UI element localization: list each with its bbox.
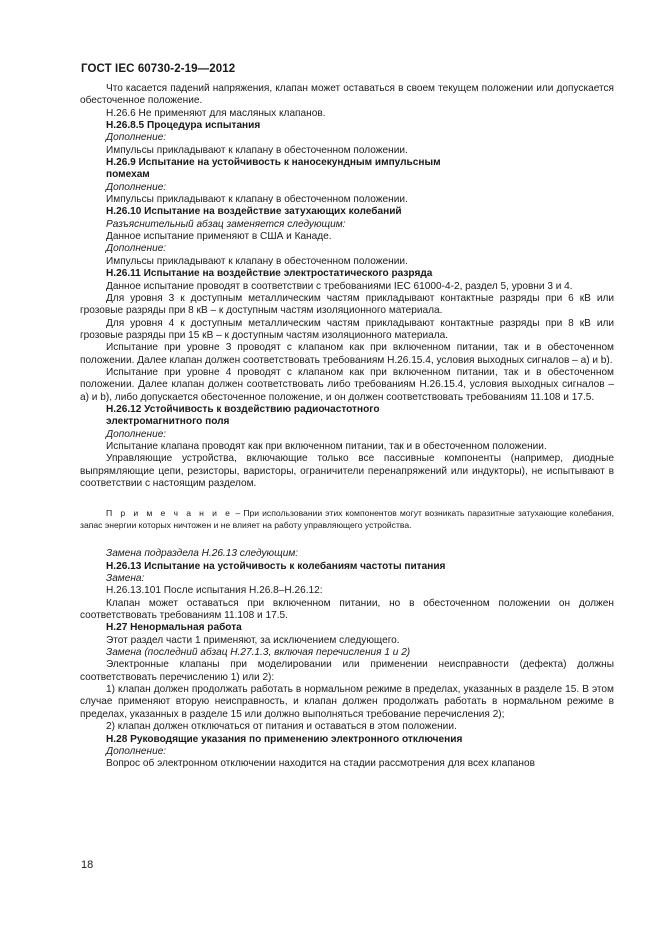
paragraph: Для уровня 4 к доступным металлическим частям прикладывают контактные разряды при 8 кВ или грозовые разряды при 15 кВ – к доступным частям изоляционного материала. (80, 317, 614, 341)
paragraph: электромагнитного поля (106, 416, 230, 428)
paragraph: Замена: (106, 573, 145, 585)
paragraph: Клапан может оставаться при включенном питании, но в обесточенном положении он должен соответствовать требованиям 11.108 и 17.5. (80, 597, 614, 622)
paragraph: Дополнение: (106, 181, 167, 193)
section-h26-bottom (80, 548, 614, 770)
note-label: П р и м е ч а н и е (106, 508, 233, 519)
paragraph: помехам (106, 169, 150, 181)
paragraph: Этот раздел части 1 применяют, за исключением следующего. (106, 634, 400, 646)
paragraph: Испытание клапана проводят как при включенном питании, так и в обесточенном положении. (106, 440, 547, 452)
paragraph: Н.26.13.101 После испытания Н.26.8–Н.26.12: (106, 585, 323, 597)
paragraph: Испытание при уровне 4 проводят с клапаном как при включенном питании, так и в обесточенном положении. Далее клапан должен соответствовать либо требованиям Н.26.15.4, условия выходных сигналов – а) и b), либо допускается обесточенное положение, и он должен соответствовать требованиям 11.108 и 17.5. (80, 366, 614, 403)
paragraph: Дополнение: (106, 243, 167, 255)
section-h26-top (80, 83, 614, 490)
paragraph: Импульсы прикладывают к клапану в обесточенном положении. (106, 194, 408, 206)
paragraph: Дополнение: (106, 132, 167, 144)
paragraph: Испытание при уровне 3 проводят с клапаном как при включенном питании, так и в обесточенном положении. Далее клапан должен соответствовать требованиям Н.26.15.4, условия выходных сигналов – а) и b). (80, 342, 614, 366)
paragraph: Н.28 Руководящие указания по применению электронного отключения (106, 733, 463, 745)
paragraph: Управляющие устройства, включающие только все пассивные компоненты (например, диодные выпрямляющие цепи, резисторы, варисторы, ограничители перенапряжений или индукторы), не испытывают в соответствии с настоящим разделом. (80, 453, 614, 489)
document-header: ГОСТ IEC 60730-2-19—2012 (81, 63, 236, 75)
note-text: – При использовании этих компонентов могут возникать паразитные затухающие колебания, запас энергии которых ничтожен и не влияет на работу управляющего устройства. (80, 508, 615, 531)
paragraph: Н.26.8.5 Процедура испытания (106, 120, 261, 132)
paragraph: Н.27 Ненормальная работа (106, 622, 242, 634)
paragraph: Дополнение: (106, 428, 167, 440)
document-body (80, 83, 614, 771)
paragraph: Что касается падений напряжения, клапан может оставаться в своем текущем положении или допускается обесточенное положение. (80, 83, 614, 107)
paragraph: Разъяснительный абзац заменяется следующим: (106, 218, 346, 230)
paragraph: Данное испытание применяют в США и Канаде. (106, 231, 332, 243)
note-paragraph (80, 507, 614, 531)
paragraph: Н.26.11 Испытание на воздействие электростатического разряда (106, 268, 433, 280)
paragraph: Данное испытание проводят в соответствии с требованиями IEC 61000-4-2, раздел 5, уровни 3 и 4. (106, 280, 573, 292)
paragraph: 1) клапан должен продолжать работать в нормальном режиме в пределах, указанных в разделе 15. В этом случае применяют вторую неисправность, и клапан должен продолжать работать в нормальном режиме в пределах, указанных в разделе 15 или должно выполняться требование перечисления 2); (80, 684, 614, 720)
paragraph: Вопрос об электронном отключении находится на стадии рассмотрения для всех клапанов (106, 758, 535, 770)
paragraph: Замена подраздела Н.26.13 следующим: (106, 548, 299, 560)
paragraph: Н.26.9 Испытание на устойчивость к наносекундным импульсным (106, 157, 441, 169)
paragraph: Дополнение: (106, 745, 167, 757)
paragraph: Для уровня 3 к доступным металлическим частям прикладывают контактные разряды при 6 кВ или грозовые разряды при 8 кВ – к доступным частям изоляционного материала. (80, 292, 614, 317)
paragraph: Н.26.12 Устойчивость к воздействию радиочастотного (106, 403, 380, 415)
paragraph: Н.26.13 Испытание на устойчивость к колебаниям частоты питания (106, 560, 446, 572)
paragraph: Электронные клапаны при моделировании или применении неисправности (дефекта) должны соответствовать перечислению 1) или 2): (80, 659, 614, 683)
paragraph: Импульсы прикладывают к клапану в обесточенном положении. (106, 255, 408, 267)
paragraph: Импульсы прикладывают к клапану в обесточенном положении. (106, 144, 408, 156)
paragraph: Н.26.6 Не применяют для масляных клапанов. (106, 107, 326, 119)
paragraph: 2) клапан должен отключаться от питания и оставаться в этом положении. (106, 721, 457, 733)
paragraph: Замена (последний абзац Н.27.1.3, включая перечисления 1 и 2) (106, 647, 411, 659)
page-number: 18 (81, 859, 94, 871)
paragraph: Н.26.10 Испытание на воздействие затухающих колебаний (106, 206, 402, 218)
